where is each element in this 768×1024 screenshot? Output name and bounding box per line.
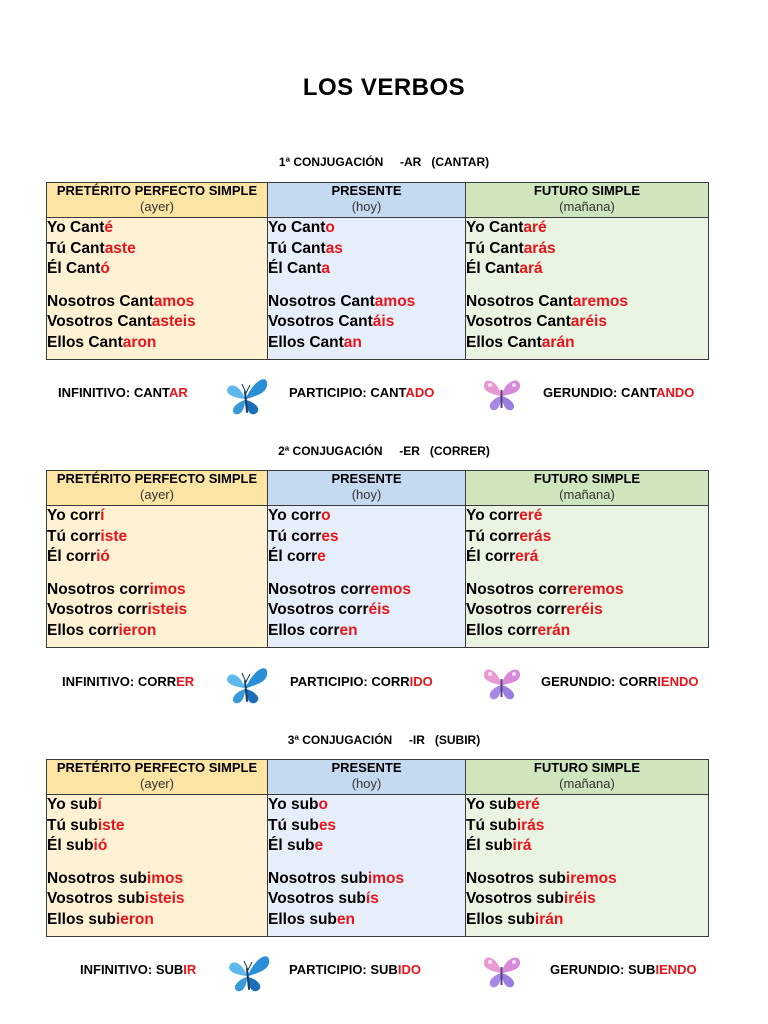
verb-stem: Vosotros sub: [466, 890, 564, 907]
verb-form: [47, 621, 267, 642]
verb-ending: aron: [122, 333, 157, 351]
verb-form: [466, 889, 708, 910]
verb-ending: es: [321, 527, 339, 545]
verb-form: [268, 333, 465, 354]
header-future: FUTURO SIMPLE (mañana): [466, 471, 709, 506]
verb-stem: Nosotros corr: [268, 580, 371, 598]
verb-stem: Yo sub: [466, 796, 517, 813]
verb-ending: aste: [104, 239, 136, 257]
verb-ending: en: [336, 910, 355, 928]
pink-butterfly-icon: [480, 376, 524, 414]
header-past: PRETÉRITO PERFECTO SIMPLE (ayer): [47, 183, 268, 218]
verb-ending: isteis: [147, 601, 188, 618]
verb-form: [268, 816, 465, 837]
verb-stem: Tú sub: [466, 816, 517, 834]
forms-past: [47, 795, 268, 937]
verb-form: [466, 218, 708, 239]
verb-form: [47, 889, 267, 910]
verb-form: [268, 239, 465, 260]
verb-stem: Tú Cant: [268, 239, 326, 257]
verb-stem: Él Cant: [47, 260, 101, 277]
forms-present: [268, 795, 466, 937]
verb-ending: ó: [100, 260, 110, 277]
verb-stem: Nosotros sub: [47, 869, 147, 887]
pink-butterfly-icon: [480, 665, 524, 703]
verb-ending: ará: [519, 260, 543, 277]
verb-stem: Ellos sub: [466, 910, 535, 928]
verb-stem: Ellos Cant: [268, 333, 344, 351]
conjugation-1-table: [46, 182, 709, 360]
verb-stem: Yo Cant: [47, 219, 105, 236]
verb-form: [466, 795, 708, 816]
verb-form: [268, 580, 465, 601]
verb-stem: Vosotros sub: [268, 890, 366, 907]
verb-ending: ieron: [115, 910, 154, 928]
header-present: PRESENTE (hoy): [268, 471, 466, 506]
verb-form: [47, 795, 267, 816]
verb-stem: Ellos corr: [47, 621, 119, 639]
verb-stem: Yo Cant: [466, 219, 524, 236]
verb-form: [47, 259, 267, 280]
verb-form: [466, 547, 708, 568]
verb-ending: an: [343, 333, 362, 351]
verb-ending: eréis: [566, 601, 603, 618]
header-future: FUTURO SIMPLE (mañana): [466, 760, 709, 795]
forms-past: [47, 506, 268, 648]
verb-stem: Tú Cant: [466, 239, 524, 257]
verb-ending: aré: [523, 219, 547, 236]
verb-stem: Nosotros Cant: [47, 292, 154, 310]
infinitive: INFINITIVO: CANTAR: [58, 385, 188, 400]
verb-stem: Vosotros corr: [268, 601, 369, 618]
verb-ending: eré: [519, 507, 543, 524]
verb-ending: éis: [368, 601, 391, 618]
pink-butterfly-icon: [480, 953, 524, 991]
header-past: PRETÉRITO PERFECTO SIMPLE (ayer): [47, 760, 268, 795]
header-present: PRESENTE (hoy): [268, 183, 466, 218]
verb-form: [268, 506, 465, 527]
gerund: GERUNDIO: CORRIENDO: [541, 674, 699, 689]
verb-stem: Yo sub: [268, 796, 319, 813]
verb-form: [47, 333, 267, 354]
verb-form: [466, 910, 708, 931]
verb-form: [268, 621, 465, 642]
verb-form: [47, 312, 267, 333]
verb-form: [466, 836, 708, 857]
verb-form: [47, 816, 267, 837]
verb-stem: Nosotros Cant: [466, 292, 573, 310]
verb-stem: Nosotros corr: [47, 580, 150, 598]
verb-form: [466, 600, 708, 621]
nonpersonal-forms-2: [0, 661, 768, 705]
verb-ending: asteis: [151, 313, 196, 330]
header-past: PRETÉRITO PERFECTO SIMPLE (ayer): [47, 471, 268, 506]
verb-ending: imos: [146, 869, 184, 887]
participle: PARTICIPIO: CORRIDO: [290, 674, 433, 689]
verb-ending: en: [339, 621, 358, 639]
verb-form: [466, 333, 708, 354]
verb-stem: Vosotros Cant: [466, 313, 571, 330]
verb-form: [268, 600, 465, 621]
verb-ending: áis: [372, 313, 395, 330]
verb-form: [47, 292, 267, 313]
verb-stem: Nosotros corr: [466, 580, 569, 598]
verb-ending: eré: [516, 796, 540, 813]
verb-stem: Ellos sub: [47, 910, 116, 928]
nonpersonal-forms-1: [0, 372, 768, 416]
verb-stem: Vosotros sub: [47, 890, 145, 907]
verb-ending: í: [100, 507, 105, 524]
verb-ending: eremos: [568, 580, 624, 598]
verb-form: [268, 312, 465, 333]
verb-ending: ieron: [118, 621, 157, 639]
conjugation-3-heading: 3ª CONJUGACIÓN -IR (SUBIR): [287, 733, 481, 747]
verb-form: [466, 869, 708, 890]
verb-stem: Él corr: [47, 548, 97, 565]
header-future: FUTURO SIMPLE (mañana): [466, 183, 709, 218]
verb-stem: Ellos Cant: [47, 333, 123, 351]
verb-form: [466, 506, 708, 527]
verb-ending: as: [325, 239, 343, 257]
verb-form: [268, 218, 465, 239]
verb-stem: Tú corr: [47, 527, 101, 545]
forms-future: [466, 218, 709, 360]
verb-stem: Ellos sub: [268, 910, 337, 928]
verb-ending: erán: [537, 621, 571, 639]
forms-past: [47, 218, 268, 360]
verb-stem: Yo corr: [47, 507, 101, 524]
verb-form: [268, 259, 465, 280]
page-title: LOS VERBOS: [302, 74, 466, 101]
verb-stem: Vosotros corr: [47, 601, 148, 618]
verb-stem: Yo corr: [268, 507, 322, 524]
verb-form: [466, 527, 708, 548]
verb-stem: Tú sub: [268, 816, 319, 834]
verb-form: [466, 292, 708, 313]
verb-form: [466, 259, 708, 280]
verb-stem: Vosotros Cant: [47, 313, 152, 330]
verb-stem: Él Cant: [466, 260, 520, 277]
verb-ending: iréis: [563, 890, 596, 907]
conjugation-1-heading: 1ª CONJUGACIÓN -AR (CANTAR): [278, 155, 490, 169]
verb-form: [466, 816, 708, 837]
verb-form: [47, 239, 267, 260]
header-present: PRESENTE (hoy): [268, 760, 466, 795]
verb-stem: Nosotros sub: [466, 869, 566, 887]
verb-form: [268, 795, 465, 816]
verb-ending: o: [321, 507, 331, 524]
verb-stem: Nosotros sub: [268, 869, 368, 887]
verb-ending: é: [104, 219, 114, 236]
verb-stem: Nosotros Cant: [268, 292, 375, 310]
verb-form: [47, 218, 267, 239]
verb-ending: amos: [153, 292, 195, 310]
verb-stem: Él sub: [268, 837, 315, 854]
verb-form: [47, 836, 267, 857]
verb-form: [47, 580, 267, 601]
verb-stem: Tú Cant: [47, 239, 105, 257]
verb-ending: irá: [512, 837, 532, 854]
verb-ending: irás: [516, 816, 545, 834]
verb-ending: erá: [515, 548, 539, 565]
verb-ending: a: [321, 260, 331, 277]
verb-stem: Tú corr: [466, 527, 520, 545]
verb-form: [268, 889, 465, 910]
forms-present: [268, 506, 466, 648]
forms-future: [466, 795, 709, 937]
gerund: GERUNDIO: SUBIENDO: [550, 962, 697, 977]
verb-stem: Yo sub: [47, 796, 98, 813]
verb-form: [466, 312, 708, 333]
verb-stem: Tú corr: [268, 527, 322, 545]
verb-ending: imos: [149, 580, 186, 598]
verb-ending: iremos: [565, 869, 617, 887]
forms-present: [268, 218, 466, 360]
verb-ending: isteis: [144, 890, 185, 907]
verb-ending: í: [97, 796, 102, 813]
verb-stem: Vosotros corr: [466, 601, 567, 618]
verb-ending: o: [318, 796, 328, 813]
verb-ending: ís: [365, 890, 379, 907]
verb-ending: ió: [96, 548, 110, 565]
verb-form: [268, 292, 465, 313]
verb-stem: Él sub: [466, 837, 513, 854]
verb-stem: Yo Cant: [268, 219, 326, 236]
infinitive: INFINITIVO: CORRER: [62, 674, 195, 689]
verb-stem: Él Cant: [268, 260, 322, 277]
conjugation-2-table: [46, 470, 709, 648]
participle: PARTICIPIO: SUBIDO: [289, 962, 421, 977]
verb-stem: Vosotros Cant: [268, 313, 373, 330]
verb-form: [47, 869, 267, 890]
conjugation-2-heading: 2ª CONJUGACIÓN -ER (CORRER): [278, 444, 490, 458]
verb-ending: irán: [534, 910, 564, 928]
verb-stem: Él corr: [268, 548, 318, 565]
verb-form: [47, 506, 267, 527]
blue-butterfly-icon: [221, 374, 271, 418]
verb-ending: es: [318, 816, 337, 834]
forms-future: [466, 506, 709, 648]
verb-form: [466, 239, 708, 260]
verb-form: [47, 527, 267, 548]
verb-ending: iste: [97, 816, 125, 834]
verb-form: [466, 621, 708, 642]
infinitive: INFINITIVO: SUBIR: [80, 962, 197, 977]
verb-form: [47, 910, 267, 931]
verb-stem: Tú sub: [47, 816, 98, 834]
verb-ending: ió: [93, 837, 108, 854]
verb-stem: Él corr: [466, 548, 516, 565]
gerund: GERUNDIO: CANTANDO: [543, 385, 695, 400]
verb-ending: e: [314, 837, 324, 854]
verb-stem: Yo corr: [466, 507, 520, 524]
verb-ending: iste: [100, 527, 128, 545]
verb-ending: imos: [367, 869, 405, 887]
verb-stem: Él sub: [47, 837, 94, 854]
verb-ending: emos: [370, 580, 411, 598]
verb-stem: Ellos Cant: [466, 333, 542, 351]
conjugation-3-table: [46, 759, 709, 937]
verb-ending: arán: [541, 333, 575, 351]
verb-ending: erás: [519, 527, 552, 545]
verb-form: [268, 869, 465, 890]
verb-form: [47, 600, 267, 621]
blue-butterfly-icon: [223, 951, 273, 995]
verb-ending: amos: [374, 292, 416, 310]
verb-form: [47, 547, 267, 568]
verb-form: [268, 527, 465, 548]
verb-form: [466, 580, 708, 601]
verb-stem: Ellos corr: [466, 621, 538, 639]
participle: PARTICIPIO: CANTADO: [289, 385, 435, 400]
verb-ending: arás: [523, 239, 556, 257]
nonpersonal-forms-3: [0, 949, 768, 993]
verb-form: [268, 836, 465, 857]
verb-ending: o: [325, 219, 335, 236]
blue-butterfly-icon: [221, 663, 271, 707]
verb-ending: e: [317, 548, 326, 565]
verb-form: [268, 547, 465, 568]
verb-stem: Ellos corr: [268, 621, 340, 639]
verb-form: [268, 910, 465, 931]
verb-ending: aremos: [572, 292, 628, 310]
verb-ending: aréis: [570, 313, 607, 330]
